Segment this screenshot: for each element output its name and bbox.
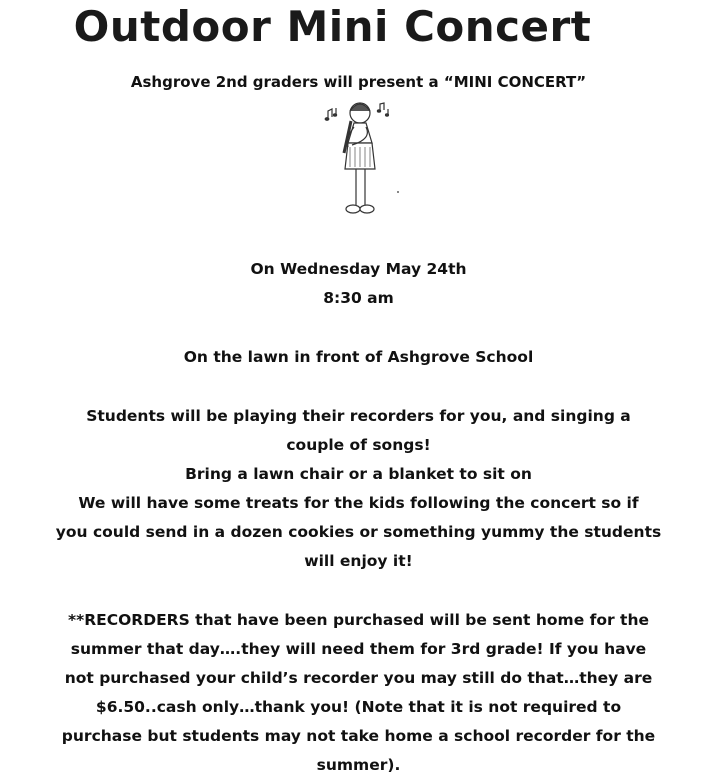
event-location [0,343,717,372]
recorder-note [0,606,717,780]
recorder-note-line: purchase but students may not take home a school recorder for the [61,727,656,745]
recorder-note-line: summer that day….they will need them for 3rd grade! If you have [70,640,647,658]
recorder-note-line: $6.50..cash only…thank you! (Note that it is not required to [95,698,622,716]
flyer-subtitle: Ashgrove 2nd graders will present a “MINI CONCERT” [130,73,587,91]
details-line: couple of songs! [286,436,431,454]
event-location-text: On the lawn in front of Ashgrove School [183,348,534,366]
recorder-note-line: **RECORDERS that have been purchased will be sent home for the [68,611,649,629]
event-date: On Wednesday May 24th [250,260,467,278]
recorder-note-line: summer). [316,756,401,774]
details-line: Students will be playing their recorders for you, and singing a [86,407,631,425]
recorder-note-line: not purchased your child’s recorder you may still do that…they are [64,669,653,687]
details-line: We will have some treats for the kids following the concert so if [78,494,639,512]
event-time: 8:30 am [323,289,394,307]
child-playing-recorder-icon [320,97,400,222]
event-details [0,402,717,576]
details-line: will enjoy it! [304,552,413,570]
event-when [0,255,717,313]
details-line: Bring a lawn chair or a blanket to sit on [185,465,532,483]
details-line: you could send in a dozen cookies or something yummy the students [55,523,662,541]
flyer-title: Outdoor Mini Concert [73,2,592,51]
